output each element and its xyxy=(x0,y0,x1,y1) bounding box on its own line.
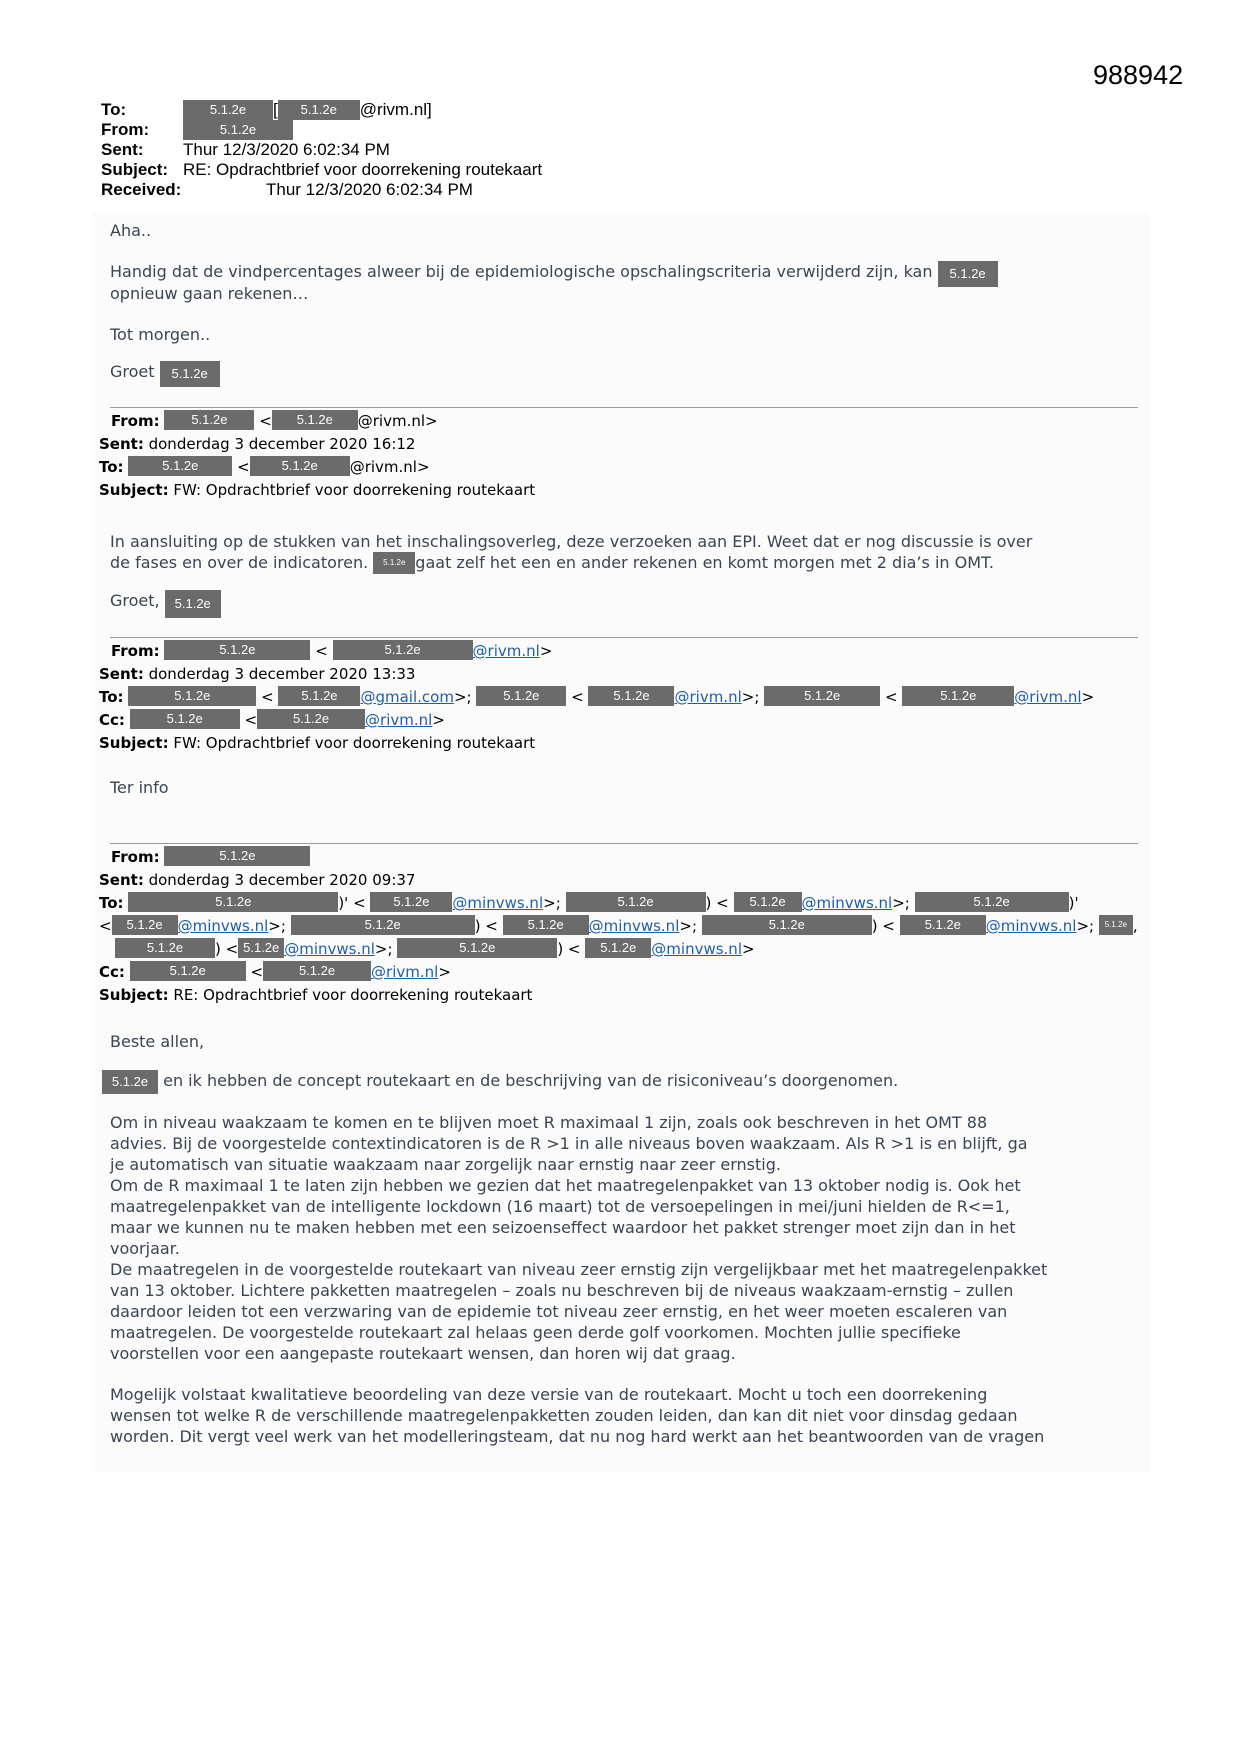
message-1 xyxy=(110,220,998,387)
msg2-line3 xyxy=(110,590,1032,618)
separator-text: >; xyxy=(374,940,393,958)
gt: > xyxy=(1081,688,1095,706)
sent-value: donderdag 3 december 2020 13:33 xyxy=(148,665,416,683)
redaction: 5.1.2e xyxy=(902,686,1014,706)
separator xyxy=(110,843,1138,844)
quote-text: ) < xyxy=(705,894,729,912)
cc-label: Cc: xyxy=(99,963,125,981)
separator-text: >; xyxy=(453,688,472,706)
paragraph-line: wensen tot welke R de verschillende maatregelenpakketten zouden leiden, dan kan dit niet voor dinsdag gedaan xyxy=(110,1406,1018,1425)
paragraph-line: je automatisch van situatie waakzaam naar zorgelijk naar ernstig naar zeer ernstig. xyxy=(110,1155,781,1174)
redaction: 5.1.2e xyxy=(160,361,220,387)
paragraph-line: voorjaar. xyxy=(110,1239,180,1258)
redaction: 5.1.2e xyxy=(263,961,371,981)
subject-label: Subject: xyxy=(101,160,169,179)
gt: > xyxy=(438,963,451,981)
redaction: 5.1.2e xyxy=(165,590,221,618)
paragraph-line: maatregelen. De voorgestelde routekaart zal helaas geen derde golf voorkomen. Mochten jullie specifieke xyxy=(110,1323,961,1342)
redaction: 5.1.2e xyxy=(102,1070,158,1094)
redaction: 5.1.2e xyxy=(503,915,589,935)
redaction: 5.1.2e xyxy=(128,892,338,912)
separator-text: >; xyxy=(679,917,697,935)
email-link[interactable]: @rivm.nl xyxy=(674,688,742,706)
msg1-line3: Tot morgen.. xyxy=(110,325,211,344)
lt: < xyxy=(259,412,272,430)
paragraph-line: worden. Dit vergt veel werk van het modelleringsteam, dat nu nog hard werkt aan het beantwoorden van de vragen xyxy=(110,1427,1045,1446)
subject-value: FW: Opdrachtbrief voor doorrekening routekaart xyxy=(173,481,536,499)
email-link[interactable]: @rivm.nl xyxy=(371,963,439,981)
sent-label: Sent: xyxy=(99,435,144,453)
redaction: 5.1.2e xyxy=(291,915,475,935)
email-link[interactable]: @gmail.com xyxy=(360,688,454,706)
separator-text: >; xyxy=(268,917,286,935)
received-value: Thur 12/3/2020 6:02:34 PM xyxy=(266,180,473,199)
message-2-header xyxy=(99,410,535,502)
quote-text: ) < xyxy=(557,940,581,958)
redaction: 5.1.2e xyxy=(278,100,360,120)
email-link[interactable]: @rivm.nl xyxy=(472,642,540,660)
separator-text: >; xyxy=(1076,917,1095,935)
redaction: 5.1.2e xyxy=(585,938,651,958)
redaction: 5.1.2e xyxy=(476,686,566,706)
sent-value: donderdag 3 december 2020 16:12 xyxy=(148,435,416,453)
sent-label: Sent: xyxy=(99,871,144,889)
redaction: 5.1.2e xyxy=(702,915,872,935)
redaction: 5.1.2e xyxy=(250,456,350,476)
redaction: 5.1.2e xyxy=(130,961,246,981)
redaction: 5.1.2e xyxy=(183,100,273,120)
redaction: 5.1.2e xyxy=(764,686,880,706)
to-label: To: xyxy=(99,458,124,476)
redaction: 5.1.2e xyxy=(164,640,310,660)
redaction: 5.1.2e xyxy=(1099,915,1133,935)
redaction: 5.1.2e xyxy=(278,686,360,706)
redaction: 5.1.2e xyxy=(900,915,986,935)
email-link[interactable]: @minvws.nl xyxy=(588,917,680,935)
msg4-p1 xyxy=(102,1070,1047,1094)
redaction: 5.1.2e xyxy=(373,552,415,574)
paragraph-line: Om de R maximaal 1 te laten zijn hebben we gezien dat het maatregelenpakket van 13 oktober nodig is. Ook het xyxy=(110,1176,1021,1195)
subject-label: Subject: xyxy=(99,986,169,1004)
redaction: 5.1.2e xyxy=(566,892,706,912)
separator-text: >; xyxy=(892,894,910,912)
redaction: 5.1.2e xyxy=(164,846,310,866)
message-4-header: From: 5.1.2e Sent: donderdag 3 december 2020 09:37 To: 5.1.2e )' < 5.1.2e @minvws.nl>; 5.1.2e ) < 5.1.2e @minvws.nl>; 5.1.2e )' < 5.1.2e @minvws.nl>; 5.1.2e ) < 5.1.2e @minvws.nl>; 5.1.2e ) < 5.1.2e @minvws.nl>; 5.1.2e , 5.1.2e ) < 5.1.2e @minvws.nl>; 5.1.2e ) < 5.1.2e @minvws.nl> Cc: 5.1.2e < 5.1.2e @rivm.nl> Subject: RE: Opdrachtbrief voor doorrekening routekaart xyxy=(99,848,1138,1004)
email-link[interactable]: @minvws.nl xyxy=(177,917,269,935)
quote-text: ) < xyxy=(215,940,239,958)
msg2-line2b: gaat zelf het een en ander rekenen en komt morgen met 2 dia’s in OMT. xyxy=(415,553,994,572)
lt: < xyxy=(315,642,328,660)
lt: < xyxy=(237,458,250,476)
from-label: From: xyxy=(111,642,160,660)
lt: < xyxy=(261,688,274,706)
msg1-line2a: Handig dat de vindpercentages alweer bij de epidemiologische opschalingscriteria verwijderd zijn, kan xyxy=(110,262,933,281)
separator xyxy=(110,407,1138,408)
lt: < xyxy=(99,917,112,935)
cc-label: Cc: xyxy=(99,711,125,729)
redaction: 5.1.2e xyxy=(128,686,256,706)
to-label: To: xyxy=(99,894,124,912)
redaction: 5.1.2e xyxy=(115,938,215,958)
subject-label: Subject: xyxy=(99,734,169,752)
msg4-greeting: Beste allen, xyxy=(110,1032,205,1051)
redaction: 5.1.2e xyxy=(257,709,365,729)
email-link[interactable]: @minvws.nl xyxy=(452,894,544,912)
redaction: 5.1.2e xyxy=(112,915,178,935)
quote-text: )' xyxy=(1068,894,1079,912)
message-3-header xyxy=(99,640,1094,755)
paragraph-line: De maatregelen in de voorgestelde routekaart van niveau zeer ernstig zijn vergelijkbaar met het maatregelenpakket xyxy=(110,1260,1048,1279)
paragraph-line: Mogelijk volstaat kwalitatieve beoordeling van deze versie van de routekaart. Mocht u toch een doorrekening xyxy=(110,1385,988,1404)
redaction: 5.1.2e xyxy=(128,456,232,476)
lt: < xyxy=(250,963,264,981)
to-domain: @rivm.nl] xyxy=(359,100,432,119)
msg2-line2 xyxy=(110,552,1032,574)
msg4-p1-text: en ik hebben de concept routekaart en de beschrijving van de risiconiveau’s doorgenomen. xyxy=(163,1071,899,1090)
paragraph-line: maatregelenpakket van de intelligente lockdown (16 maart) tot de versoepelingen in mei/juni hielden de R<=1, xyxy=(110,1197,1010,1216)
sent-label: Sent: xyxy=(99,665,144,683)
redaction: 5.1.2e xyxy=(588,686,674,706)
greeting-text: Groet, xyxy=(110,591,160,610)
quote-text: )' < xyxy=(338,894,366,912)
quote-text: ) < xyxy=(474,917,498,935)
paragraph-line: maar we kunnen nu te maken hebben met een seizoenseffect waardoor het pakket strenger moet zijn dan in het xyxy=(110,1218,1016,1237)
sent-value: donderdag 3 december 2020 09:37 xyxy=(148,871,416,889)
to-label: To: xyxy=(101,100,127,119)
msg1-line4 xyxy=(110,361,998,387)
gt: > xyxy=(539,642,553,660)
redaction: 5.1.2e xyxy=(370,892,452,912)
separator-text: >; xyxy=(543,894,561,912)
message-4 xyxy=(110,1031,1047,1447)
paragraph-line: advies. Bij de voorgestelde contextindicatoren is de R >1 in alle niveaus boven waakzaam. Als R >1 is en blijft, ga xyxy=(110,1134,1028,1153)
lt: < xyxy=(244,711,258,729)
sent-label: Sent: xyxy=(101,140,144,159)
separator xyxy=(110,637,1138,638)
msg1-line2b: opnieuw gaan rekenen… xyxy=(110,284,309,303)
paragraph-line: voorstellen voor een aangepaste routekaart wensen, dan horen wij dat graag. xyxy=(110,1344,736,1363)
separator-text: >; xyxy=(741,688,760,706)
paragraph-line: daardoor leiden tot een verzwaring van de epidemie tot niveau zeer ernstig, en het weer moeten escaleren van xyxy=(110,1302,1008,1321)
from-domain: @rivm.nl> xyxy=(357,412,438,430)
from-label: From: xyxy=(101,120,150,139)
email-link[interactable]: @rivm.nl xyxy=(365,711,433,729)
redaction: 5.1.2e xyxy=(130,709,240,729)
bracket: [ xyxy=(273,100,278,119)
from-label: From: xyxy=(111,412,160,430)
paragraph-line: Om in niveau waakzaam te komen en te blijven moet R maximaal 1 zijn, zoals ook beschreven in het OMT 88 xyxy=(110,1113,988,1132)
msg2-line2a: de fases en over de indicatoren. xyxy=(110,553,369,572)
message-2 xyxy=(110,531,1032,618)
email-link[interactable]: @rivm.nl xyxy=(1014,688,1082,706)
msg2-line1: In aansluiting op de stukken van het inschalingsoverleg, deze verzoeken aan EPI. Weet dat er nog discussie is over xyxy=(110,532,1033,551)
to-domain: @rivm.nl> xyxy=(349,458,430,476)
lt: < xyxy=(571,688,584,706)
msg3-line1: Ter info xyxy=(110,778,169,797)
email-link[interactable]: @minvws.nl xyxy=(801,894,893,912)
redaction: 5.1.2e xyxy=(238,938,284,958)
email-link[interactable]: @minvws.nl xyxy=(651,940,742,958)
subject-value: RE: Opdrachtbrief voor doorrekening routekaart xyxy=(173,986,533,1004)
gt: > xyxy=(432,711,445,729)
redaction: 5.1.2e xyxy=(164,410,254,430)
subject-label: Subject: xyxy=(99,481,169,499)
gt: > xyxy=(742,940,755,958)
received-label: Received: xyxy=(101,180,182,199)
from-label: From: xyxy=(111,848,160,866)
quote-text: ) < xyxy=(871,917,895,935)
msg4-p2 xyxy=(110,1112,1047,1364)
greeting-text: Groet xyxy=(110,362,155,381)
lt: < xyxy=(884,688,898,706)
subject-value: FW: Opdrachtbrief voor doorrekening routekaart xyxy=(173,734,536,752)
document-number: 988942 xyxy=(1093,60,1184,90)
sent-value: Thur 12/3/2020 6:02:34 PM xyxy=(183,140,390,159)
paragraph-line: van 13 oktober. Lichtere pakketten maatregelen – zoals nu beschreven bij de niveaus waakzaam-ernstig – zullen xyxy=(110,1281,1014,1300)
msg1-line1: Aha.. xyxy=(110,221,152,240)
msg4-p3 xyxy=(110,1384,1047,1447)
redaction: 5.1.2e xyxy=(397,938,557,958)
redaction: 5.1.2e xyxy=(938,261,998,287)
message-3 xyxy=(110,777,169,798)
redaction: 5.1.2e xyxy=(915,892,1069,912)
email-link[interactable]: @minvws.nl xyxy=(284,940,375,958)
redaction: 5.1.2e xyxy=(734,892,802,912)
redaction: 5.1.2e xyxy=(272,410,358,430)
redaction: 5.1.2e xyxy=(333,640,473,660)
redaction: 5.1.2e xyxy=(183,120,293,140)
subject-value: RE: Opdrachtbrief voor doorrekening routekaart xyxy=(183,160,543,179)
email-link[interactable]: @minvws.nl xyxy=(985,917,1077,935)
to-label: To: xyxy=(99,688,124,706)
